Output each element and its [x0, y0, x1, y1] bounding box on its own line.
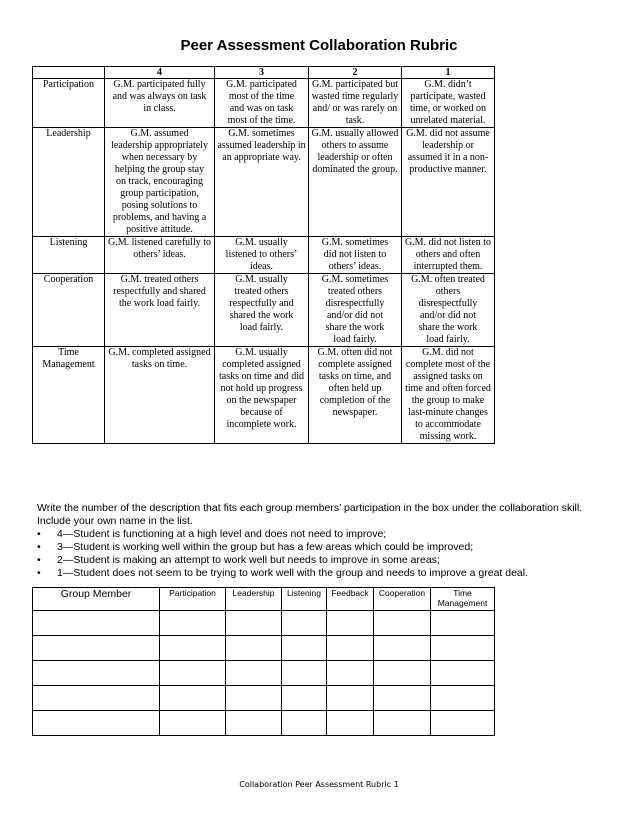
leadership-cell[interactable]	[226, 686, 282, 711]
listening-cell[interactable]	[282, 661, 327, 686]
member-row	[33, 686, 495, 711]
header-listening: Listening	[282, 588, 327, 611]
group-member-table	[32, 587, 495, 736]
rubric-row-leadership	[33, 128, 495, 237]
time-management-cell[interactable]	[431, 661, 495, 686]
participation-cell[interactable]	[160, 711, 226, 736]
header-time-management: Time Management	[431, 588, 495, 611]
bullet-icon: •	[37, 554, 41, 566]
member-row	[33, 711, 495, 736]
rating-scale-list	[37, 528, 617, 580]
member-row	[33, 661, 495, 686]
listening-cell[interactable]	[282, 711, 327, 736]
member-name-cell[interactable]	[33, 636, 160, 661]
participation-cell[interactable]	[160, 686, 226, 711]
rubric-cell: G.M. treated others respectfully and shared the work load fairly.	[105, 274, 215, 347]
rubric-cell: G.M. usually listened to others’ ideas.	[215, 237, 309, 274]
listening-cell[interactable]	[282, 611, 327, 636]
cooperation-cell[interactable]	[374, 711, 431, 736]
header-group-member: Group Member	[33, 588, 160, 611]
rubric-cell: G.M. sometimes did not listen to others’ ideas.	[309, 237, 402, 274]
feedback-cell[interactable]	[327, 611, 374, 636]
bullet-icon: •	[37, 541, 41, 553]
rating-scale-text: 4—Student is functioning at a high level and does not need to improve;	[57, 528, 387, 540]
rubric-cell: G.M. sometimes treated others disrespectfully and/or did not share the work load fairly.	[309, 274, 402, 347]
header-feedback: Feedback	[327, 588, 374, 611]
rubric-row-participation	[33, 79, 495, 128]
rubric-category: Leadership	[33, 128, 105, 237]
rubric-header-2: 2	[309, 67, 402, 79]
rubric-cell: G.M. sometimes assumed leadership in an appropriate way.	[215, 128, 309, 237]
bullet-icon: •	[37, 528, 41, 540]
rubric-cell: G.M. participated most of the time and was on task most of the time.	[215, 79, 309, 128]
rubric-header-row	[33, 67, 495, 79]
time-management-cell[interactable]	[431, 686, 495, 711]
leadership-cell[interactable]	[226, 661, 282, 686]
bullet-icon: •	[37, 567, 41, 579]
cooperation-cell[interactable]	[374, 686, 431, 711]
instructions	[37, 502, 617, 580]
rating-scale-item	[37, 541, 617, 554]
rating-scale-item	[37, 528, 617, 541]
header-leadership: Leadership	[226, 588, 282, 611]
leadership-cell[interactable]	[226, 711, 282, 736]
rubric-cell: G.M. completed assigned tasks on time.	[105, 347, 215, 444]
rubric-cell: G.M. usually completed assigned tasks on time and did not hold up progress on the newspaper because of incomplete work.	[215, 347, 309, 444]
rubric-row-cooperation	[33, 274, 495, 347]
member-name-cell[interactable]	[33, 661, 160, 686]
instructions-text: Write the number of the description that fits each group members’ participation in the box under the collaboration skill. Include your own name in the list.	[37, 502, 583, 527]
participation-cell[interactable]	[160, 611, 226, 636]
rubric-cell: G.M. assumed leadership appropriately when necessary by helping the group stay on track, encouraging group participation, posing solutions to problems, and having a positive attitude.	[105, 128, 215, 237]
feedback-cell[interactable]	[327, 661, 374, 686]
member-table-header-row	[33, 588, 495, 611]
member-row	[33, 611, 495, 636]
rubric-cell: G.M. didn’t participate, wasted time, or worked on unrelated material.	[402, 79, 495, 128]
rubric-cell: G.M. often did not complete assigned tasks on time, and often held up completion of the newspaper.	[309, 347, 402, 444]
rubric-cell: G.M. participated but wasted time regularly and/ or was rarely on task.	[309, 79, 402, 128]
rubric-cell: G.M. participated fully and was always on task in class.	[105, 79, 215, 128]
member-name-cell[interactable]	[33, 686, 160, 711]
cooperation-cell[interactable]	[374, 661, 431, 686]
header-cooperation: Cooperation	[374, 588, 431, 611]
time-management-cell[interactable]	[431, 636, 495, 661]
rating-scale-item	[37, 554, 617, 567]
participation-cell[interactable]	[160, 636, 226, 661]
cooperation-cell[interactable]	[374, 636, 431, 661]
rubric-cell: G.M. listened carefully to others’ ideas.	[105, 237, 215, 274]
rubric-header-3: 3	[215, 67, 309, 79]
rubric-category: Participation	[33, 79, 105, 128]
rating-scale-text: 1—Student does not seem to be trying to work well with the group and needs to improve a great deal.	[57, 567, 529, 579]
page-footer: Collaboration Peer Assessment Rubric 1	[239, 780, 399, 789]
listening-cell[interactable]	[282, 686, 327, 711]
rubric-category: Cooperation	[33, 274, 105, 347]
feedback-cell[interactable]	[327, 686, 374, 711]
member-name-cell[interactable]	[33, 711, 160, 736]
listening-cell[interactable]	[282, 636, 327, 661]
feedback-cell[interactable]	[327, 636, 374, 661]
rubric-category: Listening	[33, 237, 105, 274]
feedback-cell[interactable]	[327, 711, 374, 736]
rubric-cell: G.M. often treated others disrespectfully and/or did not share the work load fairly.	[402, 274, 495, 347]
leadership-cell[interactable]	[226, 636, 282, 661]
rubric-table	[32, 66, 495, 444]
rubric-header-4: 4	[105, 67, 215, 79]
rubric-cell: G.M. usually treated others respectfully and shared the work load fairly.	[215, 274, 309, 347]
header-participation: Participation	[160, 588, 226, 611]
time-management-cell[interactable]	[431, 711, 495, 736]
member-row	[33, 636, 495, 661]
leadership-cell[interactable]	[226, 611, 282, 636]
rating-scale-text: 3—Student is working well within the group but has a few areas which could be improved;	[57, 541, 474, 553]
member-table-body	[33, 611, 495, 736]
rubric-category: Time Management	[33, 347, 105, 444]
rating-scale-text: 2—Student is making an attempt to work well but needs to improve in some areas;	[57, 554, 440, 566]
participation-cell[interactable]	[160, 661, 226, 686]
member-name-cell[interactable]	[33, 611, 160, 636]
rubric-row-listening	[33, 237, 495, 274]
rubric-cell: G.M. usually allowed others to assume leadership or often dominated the group.	[309, 128, 402, 237]
rubric-cell: G.M. did not complete most of the assigned tasks on time and often forced the group to make last-minute changes to accommodate missing work.	[402, 347, 495, 444]
page-title: Peer Assessment Collaboration Rubric	[180, 37, 458, 54]
rubric-header-blank	[33, 67, 105, 79]
cooperation-cell[interactable]	[374, 611, 431, 636]
rubric-header-1: 1	[402, 67, 495, 79]
time-management-cell[interactable]	[431, 611, 495, 636]
rating-scale-item	[37, 567, 617, 580]
rubric-cell: G.M. did not listen to others and often interrupted them.	[402, 237, 495, 274]
rubric-cell: G.M. did not assume leadership or assumed it in a non-productive manner.	[402, 128, 495, 237]
rubric-row-time-management	[33, 347, 495, 444]
